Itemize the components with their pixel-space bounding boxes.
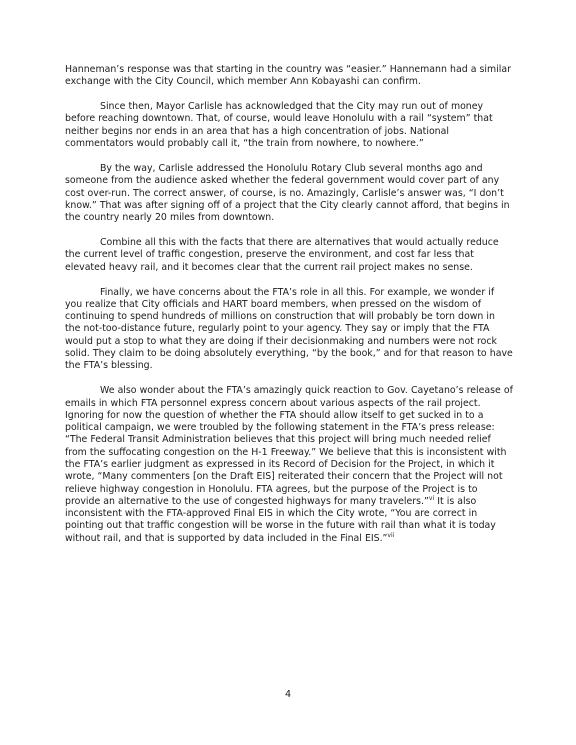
paragraph-6-text: We also wonder about the FTA’s amazingly quick reaction to Gov. Cayetano’s release of emails in which FTA personnel express concern about various aspects of the rail project. Ignoring for now the question of whether the FTA should allow itself to get sucked in to a political campaign, we were troubled by the following statement in the FTA’s press release: “The Federal Transit Administration believes that this project will bring much needed relief from the suffocating congestion on the H-1 Freeway.” We believe that this is inconsistent with the FTA’s earlier judgment as expressed in its Record of Decision for the Project, in which it wrote, “Many commenters [on the Draft EIS] reiterated their concern that the Project will not relieve highway congestion in Honolulu. FTA agrees, but the purpose of the Project is to provide an alternative to the use of congested highways for many travelers.” xyxy=(65,385,513,507)
paragraph-4: Combine all this with the facts that there are alternatives that would actually reduce the current level of traffic congestion, preserve the environment, and cost far less that elevated heavy rail, and it becomes clear that the current rail project makes no sense. xyxy=(65,237,499,273)
page-number: 4 xyxy=(284,689,292,700)
document-body xyxy=(65,64,513,558)
paragraph-6 xyxy=(65,385,513,545)
paragraph-1: Hanneman’s response was that starting in the country was “easier.” Hannemann had a similar exchange with the City Council, which member Ann Kobayashi can confirm. xyxy=(65,64,511,88)
paragraph-3: By the way, Carlisle addressed the Honolulu Rotary Club several months ago and someone from the audience asked whether the federal government would cover part of any cost over-run. The correct answer, of course, is no. Amazingly, Carlisle’s answer was, “I don’t know.” That was after signing off of a project that the City clearly cannot afford, that begins in the country nearly 20 miles from downtown. xyxy=(65,162,510,224)
paragraph-2: Since then, Mayor Carlisle has acknowledged that the City may run out of money before reaching downtown. That, of course, would leave Honolulu with a rail “system” that neither begins nor ends in an area that has a high concentration of jobs. National commentators would probably call it, “the train from nowhere, to nowhere.” xyxy=(65,101,493,150)
paragraph-5: Finally, we have concerns about the FTA’s role in all this. For example, we wonder if you realize that City officials and HART board members, when pressed on the wisdom of continuing to spend hundreds of millions on construction that will probably be torn down in the not-too-distance future, regularly point to your agency. They say or imply that the FTA would put a stop to what they are doing if their decisionmaking and numbers were not rock solid. They claim to be doing absolutely everything, “by the book,” and for that reason to have the FTA’s blessing. xyxy=(65,286,513,372)
paragraph-6-text-continued: It is also inconsistent with the FTA-approved Final EIS in which the City wrote, “You are correct in pointing out that traffic congestion will be worse in the future with rail than what it is today without rail, and that is supported by data included in the Final EIS.” xyxy=(65,495,496,544)
footnote-ref-vii: vii xyxy=(387,531,395,539)
footnote-ref-vi: vi xyxy=(428,494,435,502)
